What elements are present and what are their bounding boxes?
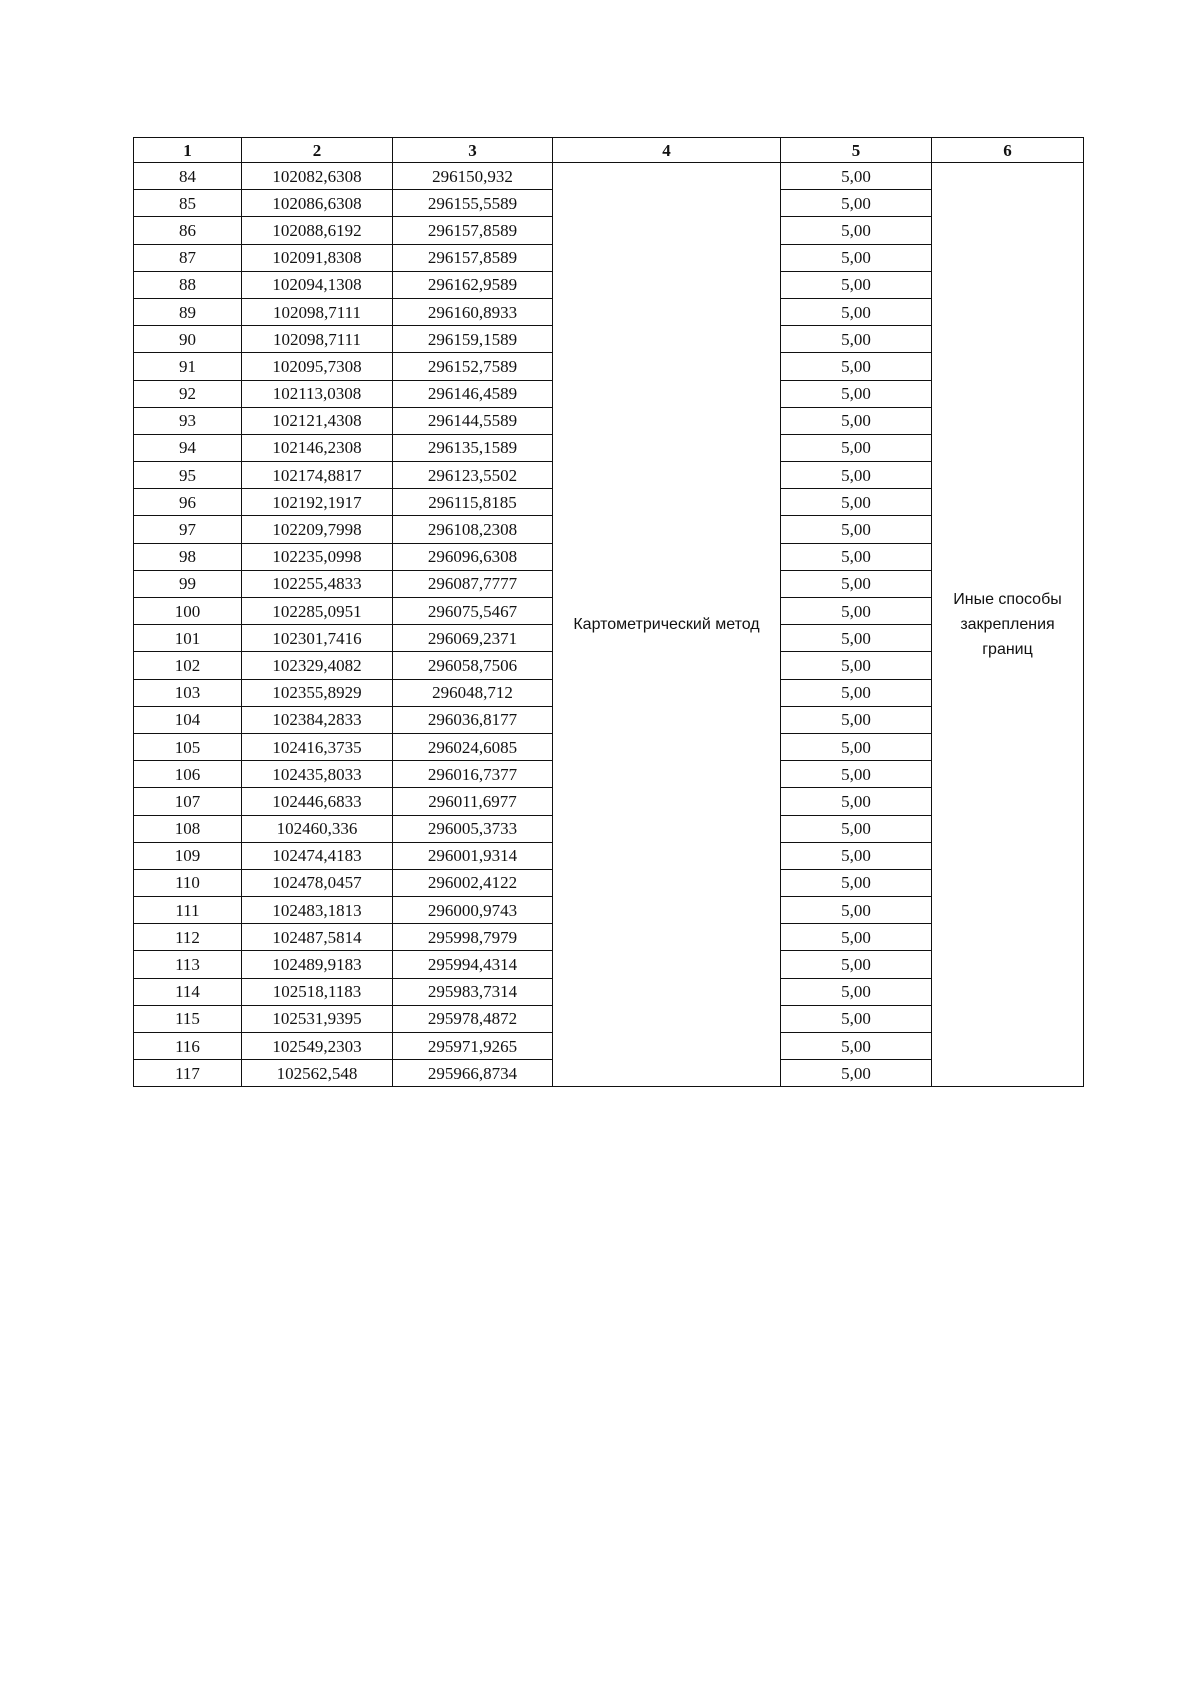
coordinate-x: 102301,7416 [242,625,393,652]
accuracy-value: 5,00 [781,298,932,325]
accuracy-value: 5,00 [781,434,932,461]
accuracy-value: 5,00 [781,353,932,380]
coordinate-y: 295983,7314 [393,978,553,1005]
accuracy-value: 5,00 [781,244,932,271]
accuracy-value: 5,00 [781,489,932,516]
accuracy-value: 5,00 [781,869,932,896]
coordinate-y: 295966,8734 [393,1060,553,1087]
accuracy-value: 5,00 [781,163,932,190]
coordinate-x: 102088,6192 [242,217,393,244]
accuracy-value: 5,00 [781,570,932,597]
coordinate-x: 102435,8033 [242,761,393,788]
coordinate-y: 296123,5502 [393,462,553,489]
coordinate-y: 296146,4589 [393,380,553,407]
coordinate-y: 295978,4872 [393,1005,553,1032]
table-row [134,163,1084,190]
point-number: 101 [134,625,242,652]
coordinate-x: 102549,2303 [242,1033,393,1060]
coordinate-x: 102255,4833 [242,570,393,597]
accuracy-value: 5,00 [781,190,932,217]
accuracy-value: 5,00 [781,326,932,353]
accuracy-value: 5,00 [781,978,932,1005]
coordinate-y: 296108,2308 [393,516,553,543]
accuracy-value: 5,00 [781,679,932,706]
coordinate-y: 296002,4122 [393,869,553,896]
fixing-method-line: границ [982,641,1033,659]
accuracy-value: 5,00 [781,1060,932,1087]
coordinate-y: 296005,3733 [393,815,553,842]
point-number: 91 [134,353,242,380]
coordinate-x: 102146,2308 [242,434,393,461]
coordinate-x: 102474,4183 [242,842,393,869]
coordinate-x: 102562,548 [242,1060,393,1087]
coordinate-x: 102487,5814 [242,924,393,951]
coordinate-y: 296135,1589 [393,434,553,461]
coordinate-x: 102489,9183 [242,951,393,978]
accuracy-value: 5,00 [781,706,932,733]
accuracy-value: 5,00 [781,1005,932,1032]
coordinate-y: 296115,8185 [393,489,553,516]
point-number: 93 [134,407,242,434]
coordinate-y: 296058,7506 [393,652,553,679]
point-number: 96 [134,489,242,516]
point-number: 108 [134,815,242,842]
accuracy-value: 5,00 [781,842,932,869]
coordinate-y: 296096,6308 [393,543,553,570]
header-col-6: 6 [932,138,1084,163]
coordinate-y: 296011,6977 [393,788,553,815]
coordinate-y: 296162,9589 [393,271,553,298]
coordinate-y: 296159,1589 [393,326,553,353]
coordinate-y: 296036,8177 [393,706,553,733]
coordinate-y: 296150,932 [393,163,553,190]
coordinate-x: 102192,1917 [242,489,393,516]
accuracy-value: 5,00 [781,951,932,978]
coordinate-x: 102098,7111 [242,326,393,353]
point-number: 111 [134,897,242,924]
header-col-5: 5 [781,138,932,163]
coordinate-x: 102121,4308 [242,407,393,434]
accuracy-value: 5,00 [781,407,932,434]
coordinate-x: 102098,7111 [242,298,393,325]
coordinate-y: 296155,5589 [393,190,553,217]
coordinate-x: 102483,1813 [242,897,393,924]
coordinate-x: 102091,8308 [242,244,393,271]
coordinate-x: 102113,0308 [242,380,393,407]
point-number: 94 [134,434,242,461]
header-col-1: 1 [134,138,242,163]
accuracy-value: 5,00 [781,598,932,625]
point-number: 102 [134,652,242,679]
point-number: 88 [134,271,242,298]
fixing-method-line: закрепления [960,616,1055,634]
accuracy-value: 5,00 [781,897,932,924]
coordinate-x: 102095,7308 [242,353,393,380]
coordinate-x: 102416,3735 [242,733,393,760]
point-number: 103 [134,679,242,706]
header-col-4: 4 [553,138,781,163]
coordinate-x: 102446,6833 [242,788,393,815]
table-header-row [134,138,1084,163]
coordinate-x: 102174,8817 [242,462,393,489]
point-number: 112 [134,924,242,951]
point-number: 106 [134,761,242,788]
point-number: 115 [134,1005,242,1032]
point-number: 86 [134,217,242,244]
point-number: 107 [134,788,242,815]
accuracy-value: 5,00 [781,815,932,842]
point-number: 99 [134,570,242,597]
coordinate-x: 102518,1183 [242,978,393,1005]
accuracy-value: 5,00 [781,761,932,788]
coordinate-y: 296016,7377 [393,761,553,788]
coordinate-x: 102235,0998 [242,543,393,570]
coordinate-y: 295998,7979 [393,924,553,951]
method-cell: Картометрический метод [553,163,781,1087]
table-body [134,163,1084,1087]
coordinate-y: 296144,5589 [393,407,553,434]
fixing-method-cell [932,163,1084,1087]
coordinate-y: 295971,9265 [393,1033,553,1060]
point-number: 84 [134,163,242,190]
header-col-3: 3 [393,138,553,163]
coordinate-x: 102355,8929 [242,679,393,706]
coordinate-y: 296087,7777 [393,570,553,597]
accuracy-value: 5,00 [781,462,932,489]
coordinate-y: 296048,712 [393,679,553,706]
point-number: 109 [134,842,242,869]
coordinates-table [133,137,1084,1087]
point-number: 89 [134,298,242,325]
accuracy-value: 5,00 [781,516,932,543]
coordinate-y: 296157,8589 [393,244,553,271]
fixing-method-line: Иные способы [953,591,1062,609]
coordinate-y: 296000,9743 [393,897,553,924]
coordinate-y: 296075,5467 [393,598,553,625]
point-number: 114 [134,978,242,1005]
coordinate-y: 295994,4314 [393,951,553,978]
point-number: 90 [134,326,242,353]
point-number: 104 [134,706,242,733]
point-number: 97 [134,516,242,543]
accuracy-value: 5,00 [781,271,932,298]
point-number: 98 [134,543,242,570]
coordinate-x: 102478,0457 [242,869,393,896]
coordinate-x: 102329,4082 [242,652,393,679]
point-number: 85 [134,190,242,217]
point-number: 110 [134,869,242,896]
accuracy-value: 5,00 [781,788,932,815]
coordinate-x: 102082,6308 [242,163,393,190]
point-number: 100 [134,598,242,625]
coordinate-x: 102384,2833 [242,706,393,733]
coordinate-x: 102531,9395 [242,1005,393,1032]
coordinate-x: 102460,336 [242,815,393,842]
coordinate-y: 296024,6085 [393,733,553,760]
point-number: 92 [134,380,242,407]
point-number: 117 [134,1060,242,1087]
point-number: 105 [134,733,242,760]
point-number: 87 [134,244,242,271]
coordinate-y: 296069,2371 [393,625,553,652]
coordinate-y: 296152,7589 [393,353,553,380]
accuracy-value: 5,00 [781,1033,932,1060]
accuracy-value: 5,00 [781,380,932,407]
accuracy-value: 5,00 [781,924,932,951]
accuracy-value: 5,00 [781,652,932,679]
coordinate-x: 102094,1308 [242,271,393,298]
coordinate-x: 102285,0951 [242,598,393,625]
point-number: 95 [134,462,242,489]
coordinate-y: 296160,8933 [393,298,553,325]
coordinate-x: 102086,6308 [242,190,393,217]
point-number: 116 [134,1033,242,1060]
point-number: 113 [134,951,242,978]
coordinate-y: 296157,8589 [393,217,553,244]
accuracy-value: 5,00 [781,733,932,760]
accuracy-value: 5,00 [781,625,932,652]
accuracy-value: 5,00 [781,217,932,244]
header-col-2: 2 [242,138,393,163]
accuracy-value: 5,00 [781,543,932,570]
coordinate-x: 102209,7998 [242,516,393,543]
coordinate-y: 296001,9314 [393,842,553,869]
